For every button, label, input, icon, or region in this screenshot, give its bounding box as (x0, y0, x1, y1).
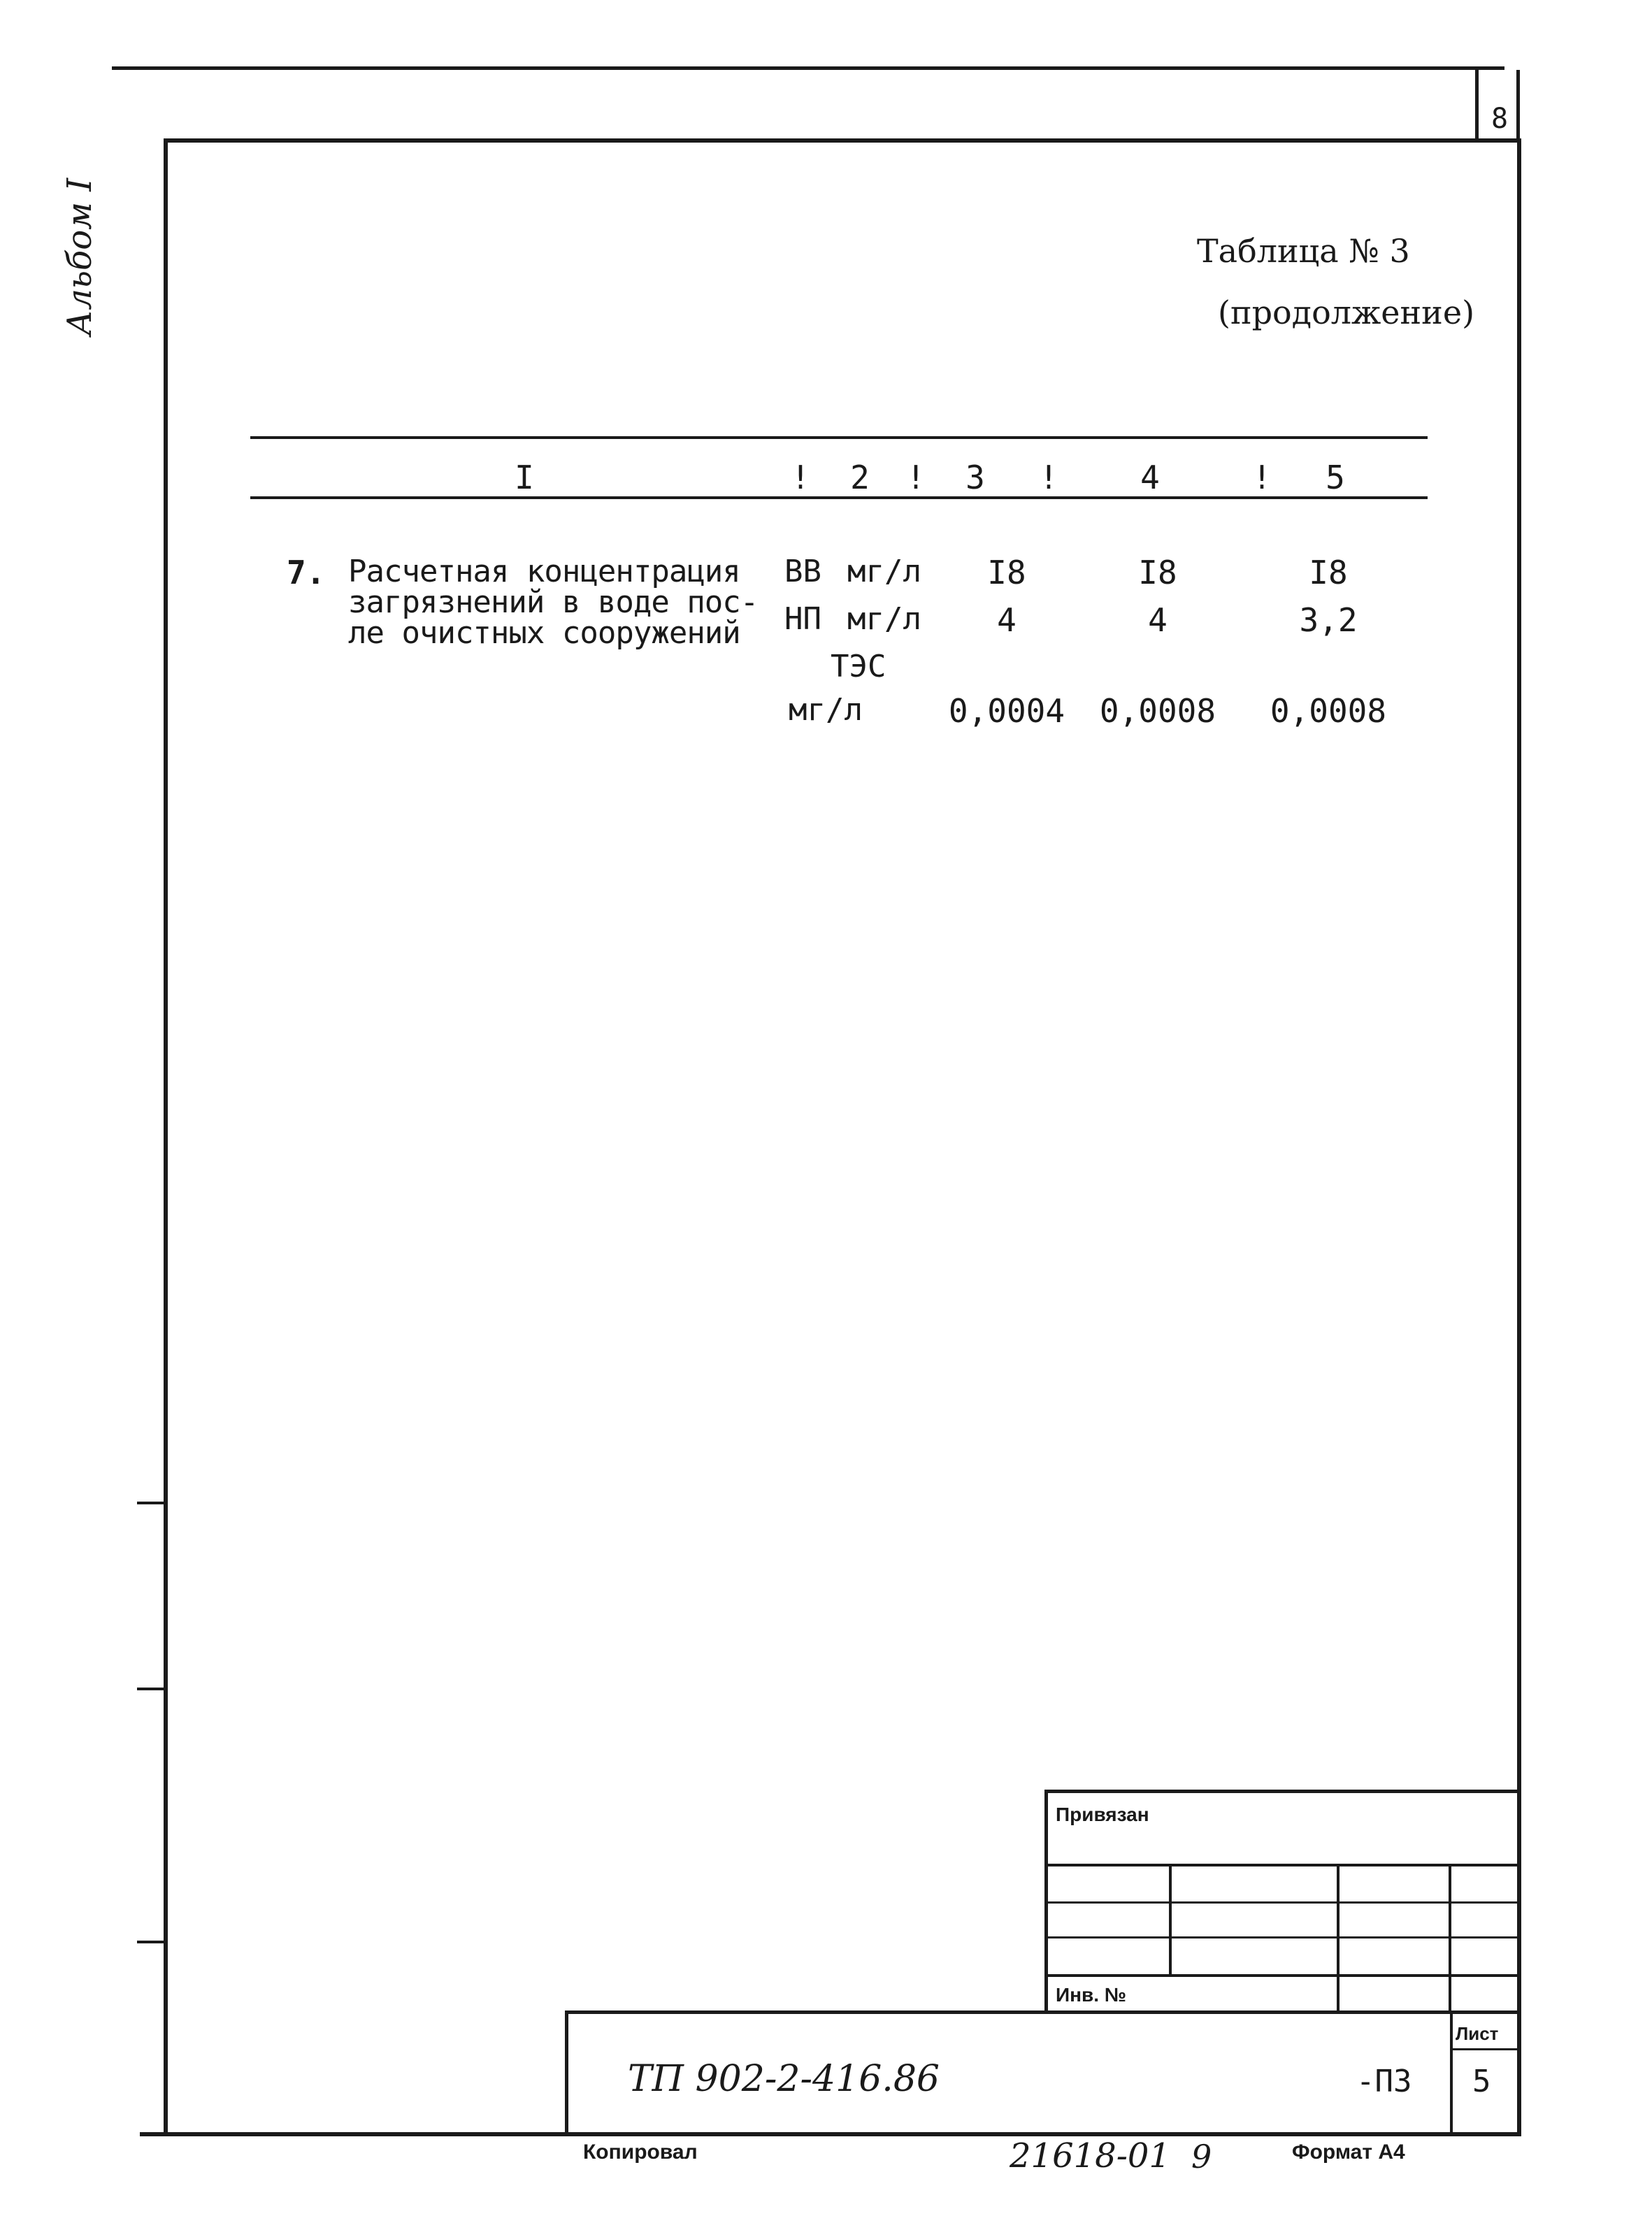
stamp-col-rule (1449, 1864, 1451, 2012)
format-label: Формат А4 (1292, 2141, 1405, 2164)
stamp-col-rule (1337, 1864, 1339, 2012)
col-header-5: 5 (1326, 459, 1345, 496)
value-cell: 0,0004 (948, 692, 1065, 730)
unit-label: мг/л (847, 601, 921, 637)
copied-label: Копировал (583, 2141, 698, 2164)
row-description-line: Расчетная концентрация (348, 554, 740, 589)
value-cell: I8 (1138, 554, 1177, 591)
handwritten-number: 21618-01 (1010, 2136, 1170, 2175)
pollutant-label: ВВ (784, 554, 821, 589)
value-cell: 3,2 (1299, 601, 1358, 639)
document-suffix: -ПЗ (1356, 2064, 1412, 2099)
col-header-3: 3 (965, 459, 985, 496)
value-cell: 0,0008 (1099, 692, 1216, 730)
row-description-line: ле очистных сооружений (348, 615, 740, 651)
unit-label: мг/л (847, 554, 921, 589)
document-code: ТП 902-2-416.86 (628, 2058, 940, 2100)
value-cell: 4 (997, 601, 1017, 639)
table-subtitle: (продолжение) (1218, 294, 1475, 331)
col-separator: ! (906, 459, 926, 496)
sheet-col-rule (1450, 2010, 1453, 2136)
side-note: Альбом I (60, 178, 99, 336)
sheet-label: Лист (1456, 2023, 1499, 2044)
page-number: 8 (1491, 103, 1509, 135)
stamp-inv-label: Инв. № (1056, 1984, 1127, 2006)
col-separator: ! (1039, 459, 1058, 496)
table-header-bottom-rule (250, 496, 1428, 499)
value-cell: I8 (1309, 554, 1348, 591)
col-separator: ! (791, 459, 810, 496)
handwritten-page: 9 (1191, 2138, 1212, 2175)
pollutant-label: ТЭС (831, 649, 886, 684)
stamp-bound-label: Привязан (1056, 1804, 1149, 1825)
value-cell: 0,0008 (1270, 692, 1387, 730)
unit-label: мг/л (789, 692, 863, 728)
sheet-number: 5 (1472, 2064, 1491, 2099)
frame-top (165, 138, 1521, 143)
value-cell: I8 (987, 554, 1026, 591)
margin-tick (137, 1502, 165, 1504)
margin-tick (137, 1941, 165, 1943)
table-header-top-rule (250, 436, 1428, 439)
sheet-rule (1450, 2048, 1521, 2050)
value-cell: 4 (1148, 601, 1168, 639)
table-title: Таблица № 3 (1197, 232, 1410, 270)
col-header-4: 4 (1140, 459, 1160, 496)
col-header-1: I (515, 459, 534, 496)
col-separator: ! (1252, 459, 1272, 496)
pollutant-label: НП (784, 601, 821, 637)
row-description-line: загрязнений в воде пос- (348, 584, 759, 620)
row-number: 7. (287, 554, 326, 591)
top-rule (112, 66, 1504, 70)
margin-tick (137, 1688, 165, 1690)
col-header-2: 2 (850, 459, 870, 496)
frame-left (164, 138, 168, 2136)
stamp-col-rule (1169, 1864, 1172, 1974)
